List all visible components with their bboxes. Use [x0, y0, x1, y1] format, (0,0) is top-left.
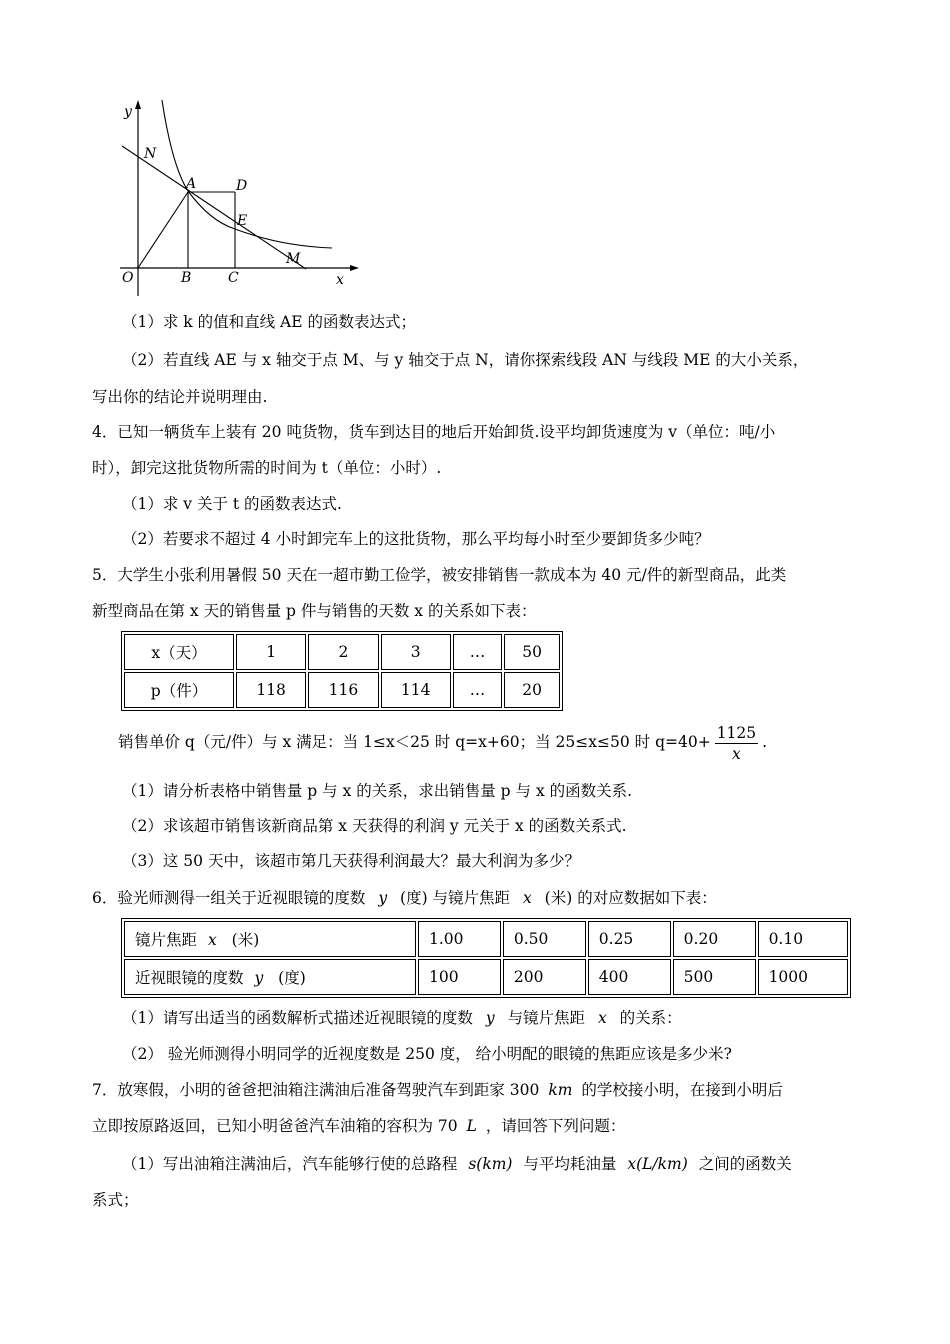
segment-oa — [138, 192, 188, 268]
q5-stem-line1: 5．大学生小张利用暑假 50 天在一超市勤工俭学，被安排销售一款成本为 40 元/件的新型商品，此类 — [92, 566, 787, 584]
label-d: D — [236, 178, 248, 194]
lens-table — [121, 918, 851, 998]
table-cell: 200 — [503, 959, 586, 995]
q6-stem — [92, 888, 717, 908]
q7-stem-line1 — [92, 1080, 783, 1100]
q6-stem-c: (米) 的对应数据如下表： — [544, 889, 717, 907]
q5-price-rule — [118, 720, 767, 764]
table-cell: 116 — [308, 672, 378, 708]
table-cell: 50 — [504, 634, 560, 670]
q5-part1: （1）请分析表格中销售量 p 与 x 的关系，求出销售量 p 与 x 的函数关系. — [122, 782, 633, 800]
table-cell: 118 — [236, 672, 306, 708]
unit-km: km — [548, 1081, 573, 1099]
q7-part1-b: 与平均耗油量 — [523, 1155, 617, 1173]
table-cell: 1.00 — [418, 921, 501, 957]
table-cell: p（件） — [124, 672, 234, 708]
var-x: x — [597, 1009, 607, 1027]
var-x-l-km: x(L/km) — [627, 1155, 688, 1173]
q6-part2: （2） 验光师测得小明同学的近视度数是 250 度， 给小明配的眼镜的焦距应该是多少米? — [122, 1045, 732, 1063]
table-cell: x（天） — [124, 634, 234, 670]
q6-part1-a: （1）请写出适当的函数解析式描述近视眼镜的度数 — [122, 1009, 473, 1027]
q7-stem-line2 — [92, 1116, 625, 1136]
price-rule-text: 销售单价 q（元/件）与 x 满足：当 1≤x＜25 时 q=x+60；当 25≤x≤50 时 q=40+ — [118, 733, 711, 751]
var-s-km: s(km) — [468, 1155, 513, 1173]
table-cell: 400 — [588, 959, 671, 995]
q4-part1: （1）求 v 关于 t 的函数表达式. — [122, 495, 342, 513]
table-cell: … — [453, 672, 502, 708]
table-row — [124, 921, 848, 957]
q7-stem-a: 7．放寒假，小明的爸爸把油箱注满油后准备驾驶汽车到距家 300 — [92, 1081, 540, 1099]
q7-part1-cont: 系式； — [92, 1191, 139, 1209]
q6-part1-c: 的关系： — [619, 1009, 682, 1027]
var-y: y — [378, 889, 388, 907]
label-x: x — [336, 272, 344, 288]
header-degree-label: 近视眼镜的度数 — [135, 969, 244, 987]
label-m: M — [286, 251, 301, 267]
label-o: O — [122, 270, 134, 286]
q6-stem-a: 6．验光师测得一组关于近视眼镜的度数 — [92, 889, 366, 907]
header-focal-unit: (米) — [231, 931, 260, 949]
label-n: N — [144, 146, 157, 162]
label-y: y — [124, 104, 132, 120]
q7-stem-d: ，请回答下列问题： — [485, 1117, 626, 1135]
q5-stem-line2: 新型商品在第 x 天的销售量 p 件与销售的天数 x 的关系如下表： — [92, 602, 537, 620]
table-cell — [124, 921, 416, 957]
q6-part1-b: 与镜片焦距 — [507, 1009, 586, 1027]
table-row — [124, 959, 848, 995]
q6-part1 — [122, 1008, 682, 1028]
table-cell: 0.20 — [673, 921, 756, 957]
header-degree-unit: (度) — [278, 969, 306, 987]
table-cell: 1 — [236, 634, 306, 670]
q3-part2: （2）若直线 AE 与 x 轴交于点 M、与 y 轴交于点 N，请你探索线段 AN 与线段 ME 的大小关系， — [122, 351, 809, 369]
q4-part2: （2）若要求不超过 4 小时卸完车上的这批货物，那么平均每小时至少要卸货多少吨？ — [122, 530, 710, 548]
table-cell: … — [453, 634, 502, 670]
q3-part1: （1）求 k 的值和直线 AE 的函数表达式； — [122, 313, 416, 331]
table-cell: 2 — [308, 634, 378, 670]
q7-part1 — [122, 1154, 792, 1174]
price-rule-end: . — [762, 733, 768, 751]
q5-part2: （2）求该超市销售该新商品第 x 天获得的利润 y 元关于 x 的函数关系式. — [122, 817, 627, 835]
q4-stem-line2: 时），卸完这批货物所需的时间为 t（单位：小时）. — [92, 459, 442, 477]
table-cell: 114 — [381, 672, 451, 708]
y-axis-arrow — [135, 100, 141, 109]
table-row — [124, 634, 560, 670]
fraction-denominator: x — [732, 744, 741, 763]
q7-part1-a: （1）写出油箱注满油后，汽车能够行使的总路程 — [122, 1155, 458, 1173]
x-axis-arrow — [350, 265, 359, 271]
var-y: y — [485, 1009, 495, 1027]
q7-stem-b: 的学校接小明，在接到小明后 — [581, 1081, 783, 1099]
label-e: E — [237, 213, 248, 229]
table-cell: 0.25 — [588, 921, 671, 957]
table-cell: 0.50 — [503, 921, 586, 957]
table-cell — [124, 959, 416, 995]
label-a: A — [186, 176, 197, 192]
label-c: C — [228, 270, 239, 286]
fraction — [715, 723, 758, 764]
table-cell: 100 — [418, 959, 501, 995]
table-cell: 20 — [504, 672, 560, 708]
coordinate-figure — [110, 96, 370, 296]
table-row — [124, 672, 560, 708]
sales-table — [121, 631, 563, 711]
table-cell: 0.10 — [758, 921, 848, 957]
q5-part3: （3）这 50 天中，该超市第几天获得利润最大？最大利润为多少？ — [122, 852, 580, 870]
fraction-numerator: 1125 — [716, 723, 757, 742]
q3-part2-cont: 写出你的结论并说明理由. — [92, 388, 268, 406]
q7-part1-c: 之间的函数关 — [698, 1155, 792, 1173]
q7-stem-c: 立即按原路返回，已知小明爸爸汽车油箱的容积为 70 — [92, 1117, 458, 1135]
table-cell: 1000 — [758, 959, 848, 995]
header-focal-label: 镜片焦距 — [135, 931, 198, 949]
var-y: y — [254, 969, 264, 987]
unit-l: L — [466, 1117, 477, 1135]
table-cell: 500 — [673, 959, 756, 995]
var-x: x — [207, 931, 217, 949]
q6-stem-b: (度) 与镜片焦距 — [400, 889, 511, 907]
label-b: B — [181, 270, 192, 286]
table-cell: 3 — [381, 634, 451, 670]
var-x: x — [522, 889, 532, 907]
q4-stem-line1: 4．已知一辆货车上装有 20 吨货物，货车到达目的地后开始卸货.设平均卸货速度为 v（单位：吨/小 — [92, 423, 776, 441]
